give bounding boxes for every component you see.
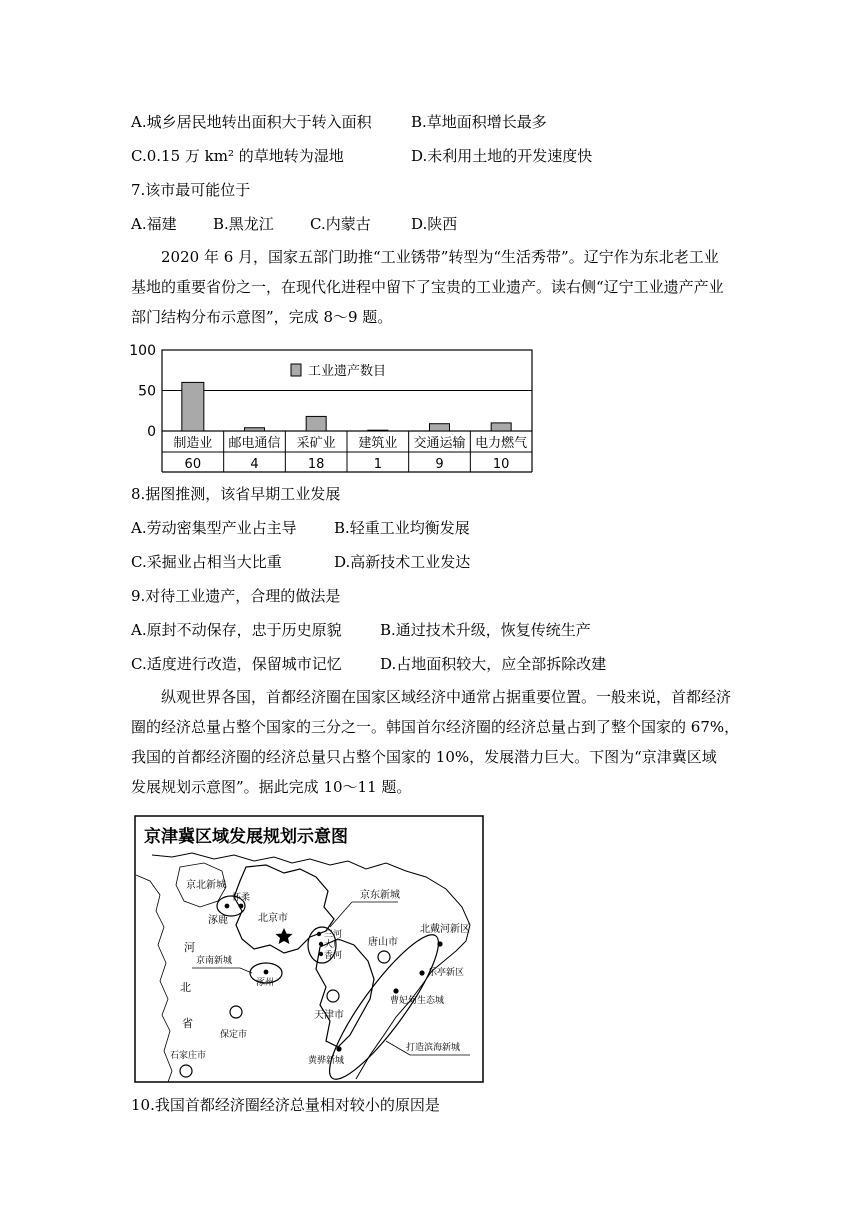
label-huairou: 怀柔: [232, 893, 251, 903]
bar-3: [368, 430, 388, 431]
huairou-point-2: [239, 904, 244, 909]
caofeidian-point: [393, 988, 398, 993]
beidaihe-point: [437, 941, 442, 946]
q10-stem: 10.我国首都经济圈经济总量相对较小的原因是: [131, 1096, 440, 1114]
label-jingnan: 京南新城: [196, 956, 233, 966]
label-beijing: 北京市: [258, 913, 288, 924]
label-jingbei: 京北新城: [186, 880, 226, 891]
q7-option-a: A.福建: [131, 215, 177, 233]
label-huanghua: 黄骅新城: [308, 1056, 345, 1066]
passage2-line-1: 纵观世界各国，首都经济圈在国家区域经济中通常占据重要位置。一般来说，首都经济: [161, 688, 732, 706]
passage1-line-2: 基地的重要省份之一，在现代化进程中留下了宝贵的工业遗产。读右侧“辽宁工业遗产产业: [131, 278, 724, 296]
q6-option-a: A.城乡居民地转出面积大于转入面积: [131, 113, 372, 131]
q9-stem: 9.对待工业遗产，合理的做法是: [131, 587, 341, 605]
legend-swatch: [291, 364, 301, 376]
label-tangshan: 唐山市: [368, 937, 398, 948]
label-leting: 乐亭新区: [428, 968, 465, 978]
bar-4: [430, 424, 450, 431]
value-label-4: 9: [435, 457, 444, 472]
q8-option-a: A.劳动密集型产业占主导: [131, 519, 297, 537]
q9-option-d: D.占地面积较大，应全部拆除改建: [380, 655, 607, 673]
q7-option-c: C.内蒙古: [310, 215, 371, 233]
value-label-0: 60: [184, 457, 202, 472]
label-sheng: 省: [182, 1017, 193, 1030]
q6-option-d: D.未利用土地的开发速度快: [411, 147, 593, 165]
y-tick-label-1: 50: [138, 383, 156, 400]
label-binhai: 打造滨海新城: [406, 1043, 461, 1053]
bar-1: [245, 428, 265, 431]
huairou-point: [225, 904, 230, 909]
category-label-4: 交通运输: [413, 436, 466, 451]
passage-industrial-heritage: [131, 242, 731, 332]
passage2-line-2: 圈的经济总量占整个国家的三分之一。韩国首尔经济圈的经济总量占到了整个国家的 67%，: [131, 718, 740, 736]
passage1-line-3: 部门结构分布示意图”，完成 8～9 题。: [131, 308, 393, 326]
y-tick-label-0: 0: [147, 424, 156, 440]
label-xianghe: 香河: [324, 951, 343, 961]
jingjinji-planning-map: [134, 815, 484, 1083]
q9-option-a: A.原封不动保存，忠于历史原貌: [131, 621, 342, 639]
huanghua-point: [336, 1046, 341, 1051]
value-label-2: 18: [307, 457, 325, 472]
passage2-line-3: 我国的首都经济圈的经济总量只占整个国家的 10%，发展潜力巨大。下图为“京津冀区域: [131, 748, 717, 766]
label-baoding: 保定市: [220, 1030, 248, 1040]
category-label-2: 采矿业: [296, 436, 336, 451]
passage1-line-1: 2020 年 6 月，国家五部门助推“工业锈带”转型为“生活秀带”。辽宁作为东北老工业: [161, 248, 719, 266]
leting-point: [419, 970, 424, 975]
y-tick-label-2: 100: [129, 343, 156, 359]
q8-option-b: B.轻重工业均衡发展: [334, 519, 470, 537]
label-caofeidian: 曹妃甸生态城: [390, 996, 445, 1006]
q8-option-c: C.采掘业占相当大比重: [131, 553, 282, 571]
q6-option-c: C.0.15 万 km² 的草地转为湿地: [131, 147, 344, 165]
q6-option-b: B.草地面积增长最多: [411, 113, 547, 131]
passage-capital-economic-circle: [131, 682, 740, 802]
value-label-3: 1: [373, 457, 382, 472]
bar-2: [306, 416, 326, 431]
label-tianjin: 天津市: [314, 1010, 344, 1021]
q8-option-d: D.高新技术工业发达: [334, 553, 471, 571]
zhuozhou-point: [264, 970, 269, 975]
map-title: 京津冀区域发展规划示意图: [144, 827, 348, 847]
value-label-5: 10: [492, 457, 510, 472]
label-dachang: 大厂: [324, 940, 343, 950]
label-shijiazhuang: 石家庄市: [170, 1051, 207, 1061]
q7-stem: 7.该市最可能位于: [131, 181, 251, 199]
category-label-3: 建筑业: [358, 436, 398, 451]
label-zhuolu: 涿鹿: [208, 915, 228, 926]
label-sanhe: 三河: [324, 930, 343, 940]
label-zhuozhou: 涿州: [256, 978, 275, 988]
q7-option-b: B.黑龙江: [213, 215, 274, 233]
label-bei: 北: [180, 981, 191, 994]
value-label-1: 4: [250, 457, 259, 472]
q7-option-d: D.陕西: [411, 215, 458, 233]
q8-stem: 8.据图推测，该省早期工业发展: [131, 485, 341, 503]
label-beidaihe: 北戴河新区: [420, 924, 470, 935]
legend-label: 工业遗产数目: [308, 364, 387, 379]
category-label-0: 制造业: [173, 436, 213, 451]
passage2-line-4: 发展规划示意图”。据此完成 10～11 题。: [131, 778, 412, 796]
bar-5: [491, 423, 511, 431]
category-label-5: 电力燃气: [475, 436, 528, 451]
label-he: 河: [184, 941, 195, 954]
q9-option-b: B.通过技术升级，恢复传统生产: [380, 621, 591, 639]
bar-0: [182, 382, 204, 431]
category-label-1: 邮电通信: [228, 436, 281, 451]
q9-option-c: C.适度进行改造，保留城市记忆: [131, 655, 342, 673]
label-jingdong: 京东新城: [360, 890, 400, 901]
industrial-heritage-bar-chart: [126, 342, 536, 474]
